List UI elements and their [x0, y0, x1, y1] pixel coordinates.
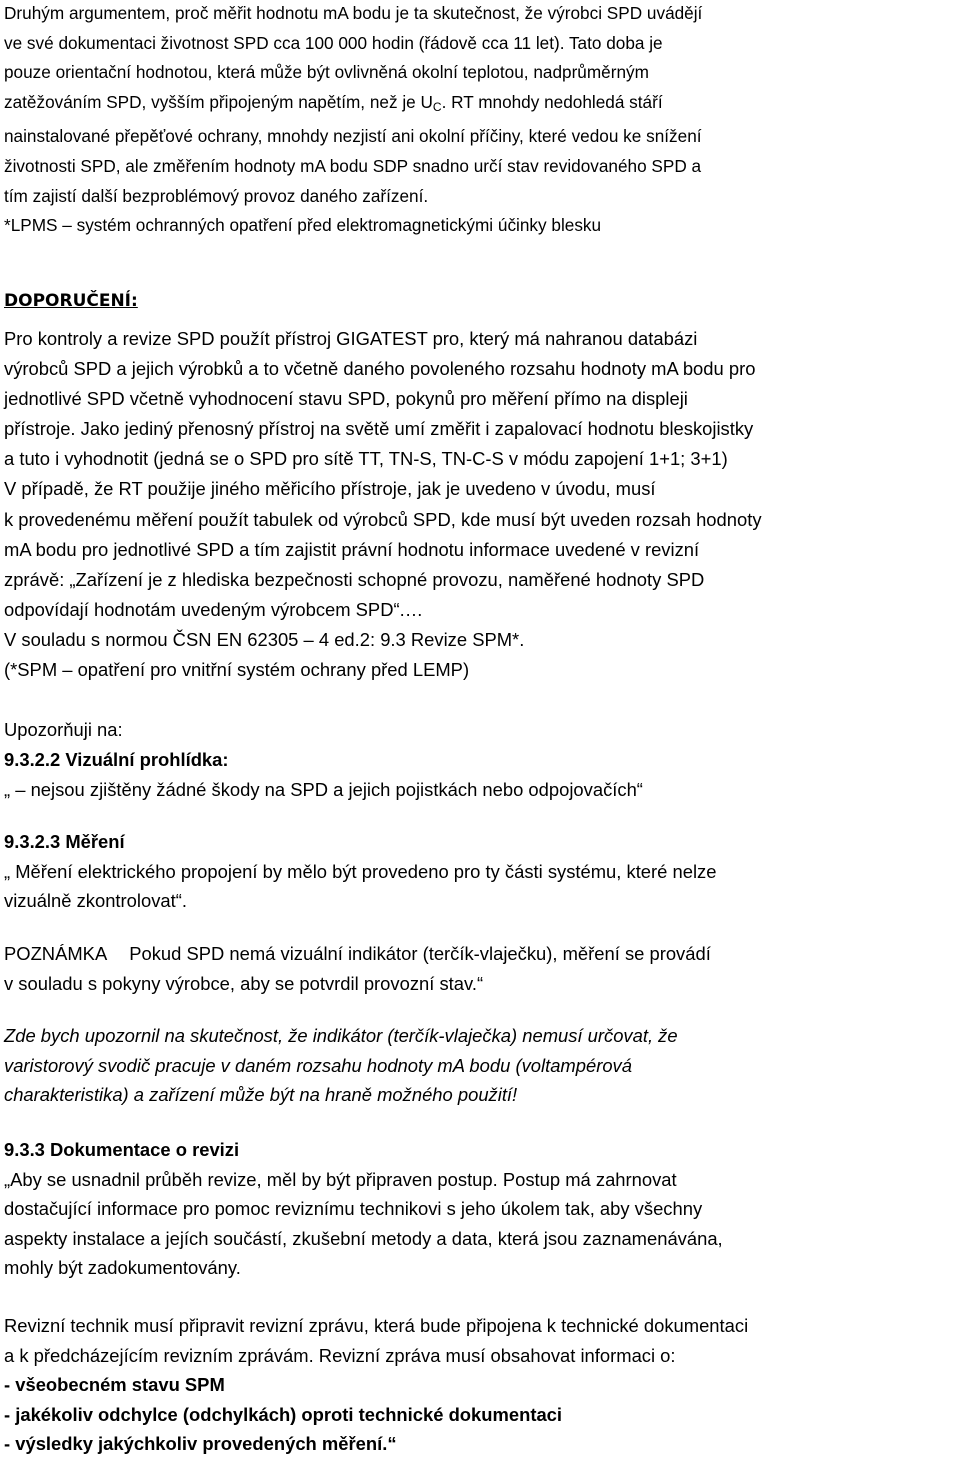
remark-line: varistorový svodič pracuje v daném rozsahu hodnoty mA bodu (voltampérová	[4, 1054, 632, 1076]
recommendation-line: odpovídají hodnotám uvedeným výrobcem SPD“.…	[4, 598, 424, 620]
intro-line: *LPMS – systém ochranných opatření před elektromagnetickými účinky blesku	[4, 215, 602, 236]
report-line: a k předcházejícím revizním zprávám. Revizní zpráva musí obsahovat informaci o:	[4, 1344, 676, 1366]
recommendation-line: zprávě: „Zařízení je z hlediska bezpečnosti schopné provozu, naměřené hodnoty SPD	[4, 568, 705, 590]
intro-line: pouze orientační hodnotou, která může být ovlivněná okolní teplotou, nadprůměrným	[4, 62, 649, 83]
section-heading: 9.3.2.3 Měření	[4, 831, 125, 852]
recommendation-heading	[4, 287, 138, 317]
intro-line: ve své dokumentaci životnost SPD cca 100 000 hodin (řádově cca 11 let). Tato doba je	[4, 32, 663, 53]
report-paragraph	[4, 1311, 748, 1459]
intro-line: nainstalované přepěťové ochrany, mnohdy nezjistí ani okolní příčiny, které vedou ke snížení	[4, 126, 702, 147]
intro-paragraph	[4, 0, 702, 241]
recommendation-line: (*SPM – opatření pro vnitřní systém ochrany před LEMP)	[4, 659, 470, 681]
section-9-3-2-3	[4, 827, 716, 916]
intro-line: tím zajistí další bezproblémový provoz daného zařízení.	[4, 185, 429, 206]
intro-line	[4, 88, 702, 123]
recommendation-line: a tuto i vyhodnotit (jedná se o SPD pro sítě TT, TN-S, TN-C-S v módu zapojení 1+1; 3+1)	[4, 448, 728, 470]
note-text: Pokud SPD nemá vizuální indikátor (terčík-vlaječku), měření se provádí	[129, 943, 711, 964]
recommendation-paragraph	[4, 324, 762, 685]
note-paragraph	[4, 939, 711, 998]
note-line	[4, 939, 711, 969]
recommendation-line: V souladu s normou ČSN EN 62305 – 4 ed.2: 9.3 Revize SPM*.	[4, 628, 525, 650]
intro-subscript: C	[432, 99, 442, 114]
notice-intro	[4, 715, 123, 745]
report-bullet: - jakékoliv odchylce (odchylkách) oproti technické dokumentaci	[4, 1403, 563, 1425]
recommendation-line: přístroje. Jako jediný přenosný přístroj na světě umí změřit i zapalovací hodnotu bleskojistky	[4, 418, 754, 440]
section-text: „ – nejsou zjištěny žádné škody na SPD a jejich pojistkách nebo odpojovačích“	[4, 778, 643, 800]
recommendation-line: výrobců SPD a jejich výrobků a to včetně daného povoleného rozsahu hodnoty mA bodu pro	[4, 358, 756, 380]
intro-line: životnosti SPD, ale změřením hodnoty mA bodu SDP snadno určí stav revidovaného SPD a	[4, 155, 702, 176]
documentation-line: dostačující informace pro pomoc reviznímu technikovi s jeho úkolem tak, aby všechny	[4, 1198, 703, 1219]
report-line: Revizní technik musí připravit revizní zprávu, která bude připojena k technické dokumentaci	[4, 1315, 749, 1336]
recommendation-line: k provedenému měření použít tabulek od výrobců SPD, kde musí být uveden rozsah hodnoty	[4, 508, 762, 530]
section-9-3-3	[4, 1135, 723, 1283]
documentation-line: „Aby se usnadnil průběh revize, měl by být připraven postup. Postup má zahrnovat	[4, 1168, 677, 1190]
recommendation-line: Pro kontroly a revize SPD použít přístroj GIGATEST pro, který má nahranou databázi	[4, 328, 698, 349]
intro-line-text: zatěžováním SPD, vyšším připojeným napětím, než je U	[4, 91, 433, 112]
note-label: POZNÁMKA	[4, 943, 108, 964]
recommendation-line: jednotlivé SPD včetně vyhodnocení stavu SPD, pokynů pro měření přímo na displeji	[4, 388, 688, 410]
recommendation-title: DOPORUČENÍ:	[4, 291, 138, 311]
notice-intro-text: Upozorňuji na:	[4, 719, 123, 740]
report-bullet: - výsledky jakýchkoliv provedených měření.“	[4, 1433, 397, 1454]
section-text: „ Měření elektrického propojení by mělo být provedeno pro ty části systému, které nelze	[4, 860, 717, 882]
recommendation-line: mA bodu pro jednotlivé SPD a tím zajistit právní hodnotu informace uvedené v revizní	[4, 538, 700, 560]
section-heading: 9.3.2.2 Vizuální prohlídka:	[4, 749, 229, 770]
recommendation-line: V případě, že RT použije jiného měřicího přístroje, jak je uvedeno v úvodu, musí	[4, 478, 656, 500]
remark-line: charakteristika) a zařízení může být na hraně možného použití!	[4, 1084, 518, 1105]
documentation-line: aspekty instalace a jejích součástí, zkušební metody a data, která jsou zaznamenávána,	[4, 1227, 723, 1249]
note-line: v souladu s pokyny výrobce, aby se potvrdil provozní stav.“	[4, 972, 484, 994]
section-text: vizuálně zkontrolovat“.	[4, 890, 187, 911]
report-bullet: - všeobecném stavu SPM	[4, 1374, 225, 1395]
section-heading: 9.3.3 Dokumentace o revizi	[4, 1139, 240, 1160]
italic-remark	[4, 1021, 678, 1110]
remark-line: Zde bych upozornil na skutečnost, že indikátor (terčík-vlaječka) nemusí určovat, že	[4, 1025, 678, 1046]
section-9-3-2-2	[4, 745, 643, 804]
intro-line-text: . RT mnohdy nedohledá stáří	[441, 91, 663, 112]
documentation-line: mohly být zadokumentovány.	[4, 1257, 241, 1278]
intro-line: Druhým argumentem, proč měřit hodnotu mA bodu je ta skutečnost, že výrobci SPD uvádějí	[4, 3, 703, 23]
